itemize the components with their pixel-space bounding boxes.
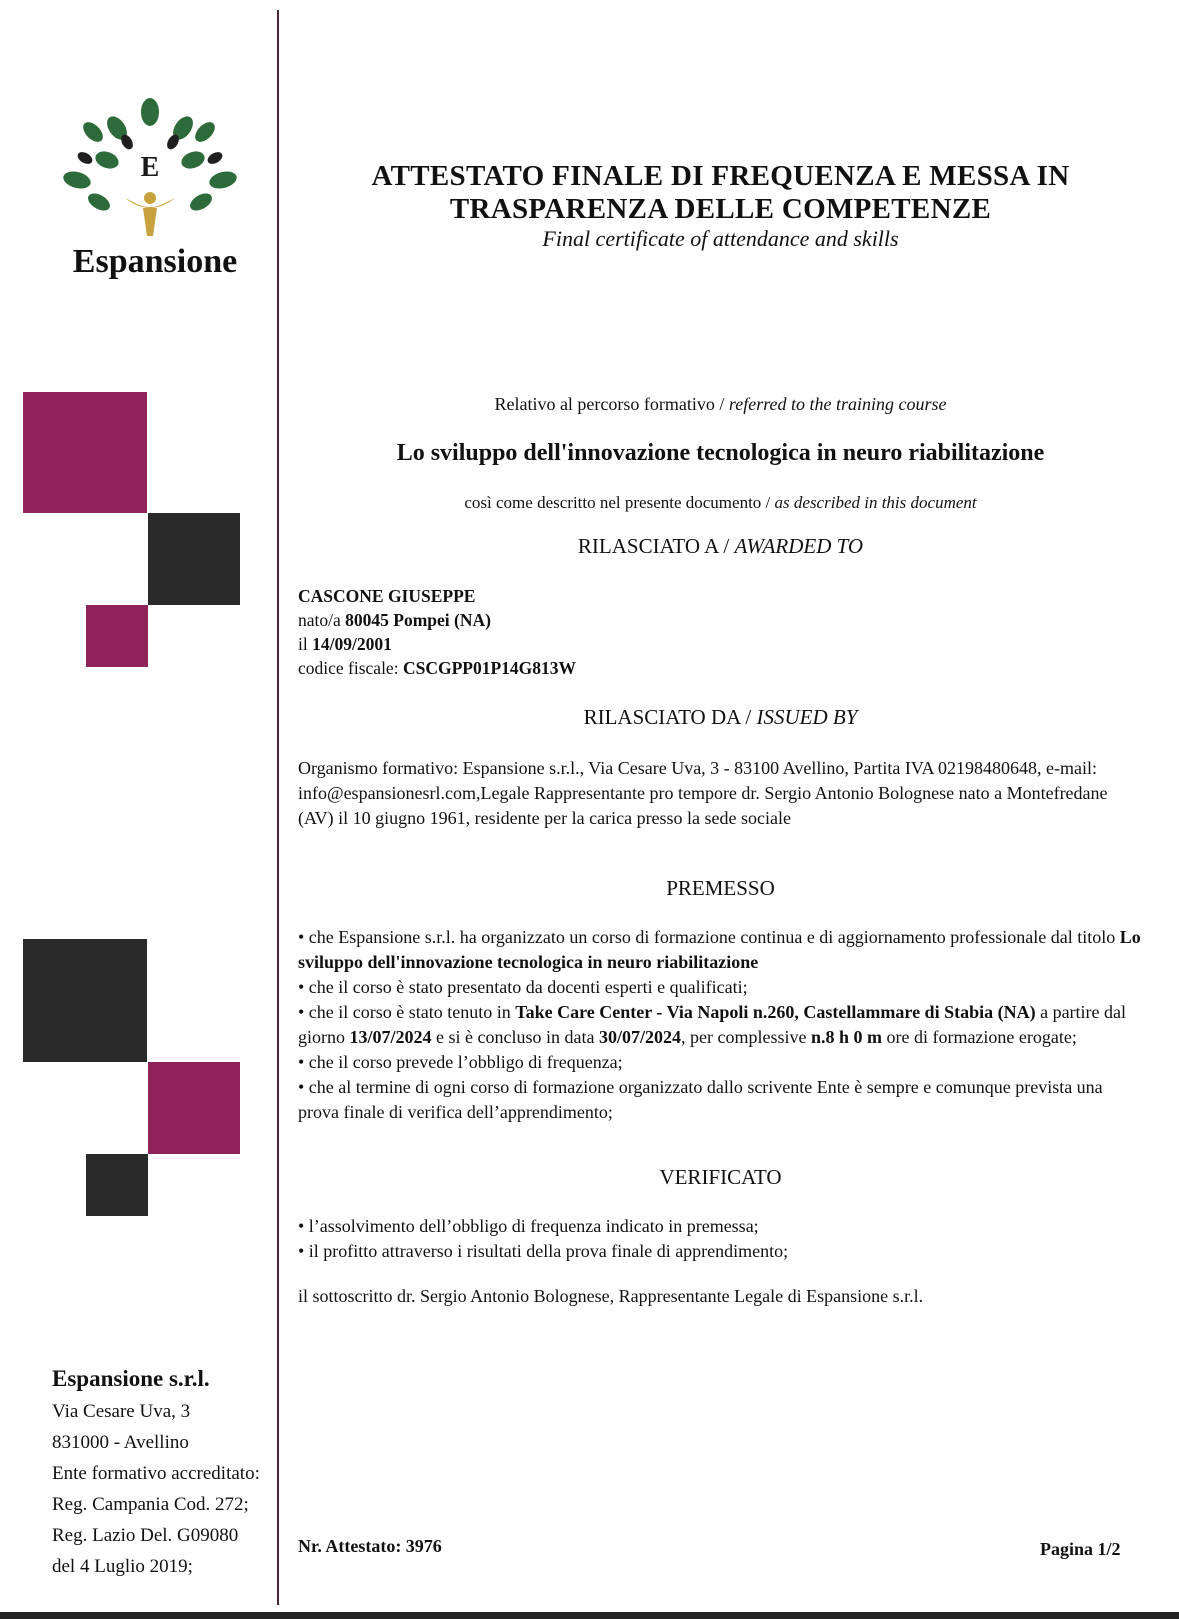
- premesso-item-3-text-i: ore di formazione erogate;: [881, 1027, 1077, 1047]
- course-title: Lo sviluppo dell'innovazione tecnologica in neuro riabilitazione: [396, 440, 1045, 466]
- birth-date: 14/09/2001: [312, 634, 392, 654]
- desc-label: così come descritto nel presente documento /: [464, 493, 775, 512]
- course-desc: [298, 493, 1143, 513]
- page-number: Pagina 1/2: [1040, 1539, 1121, 1559]
- premesso-item-3-text-a: • che il corso è stato tenuto in: [298, 1002, 516, 1022]
- sidebar-company-info: [52, 1362, 277, 1582]
- certificate-number: Nr. Attestato: 3976: [298, 1536, 442, 1556]
- premesso-item-3-text-g: , per complessive: [680, 1027, 811, 1047]
- vertical-divider: [277, 10, 279, 1605]
- premesso-item-2: • che il corso è stato presentato da docenti esperti e qualificati;: [298, 977, 748, 997]
- page-subtitle: Final certificate of attendance and skills: [542, 226, 899, 251]
- desc-label-en: as described in this document: [774, 493, 977, 512]
- recipient-birthdate: [298, 632, 576, 656]
- ref-label: Relativo al percorso formativo /: [494, 394, 729, 414]
- reg-date: del 4 Luglio 2019;: [52, 1556, 193, 1577]
- decor-square-dark-large: [23, 939, 147, 1062]
- premesso-item-1-course: Lo sviluppo dell'innovazione tecnologica in neuro riabilitazione: [298, 927, 1141, 972]
- awarded-heading: RILASCIATO A /: [577, 534, 735, 558]
- premesso-list: [298, 925, 1143, 1125]
- signatory-text: il sottoscritto dr. Sergio Antonio Bolognese, Rappresentante Legale di Espansione s.r.l.: [298, 1286, 924, 1306]
- issued-heading: RILASCIATO DA /: [583, 705, 757, 729]
- company-name: Espansione s.r.l.: [52, 1366, 210, 1391]
- heading-issued: [298, 705, 1143, 730]
- premesso-item-3-end: 30/07/2024: [598, 1027, 681, 1047]
- premesso-item-5: • che al termine di ogni corso di formazione organizzato dallo scrivente Ente è sempre e comunque prevista una prova finale di verifica dell’apprendimento;: [298, 1077, 1103, 1122]
- logo-letter: E: [140, 152, 160, 183]
- premesso-item-3-text-e: e si è concluso in data: [431, 1027, 599, 1047]
- accreditation-label: Ente formativo accreditato:: [52, 1463, 260, 1484]
- premesso-item-1-text: • che Espansione s.r.l. ha organizzato un corso di formazione continua e di aggiornamento professionale dal titolo: [298, 927, 1120, 947]
- verificato-item-1: • l’assolvimento dell’obbligo di frequenza indicato in premessa;: [298, 1216, 759, 1236]
- recipient-name: CASCONE GIUSEPPE: [298, 586, 476, 606]
- bottom-edge: [0, 1612, 1179, 1619]
- decor-square-magenta-2: [148, 1062, 240, 1154]
- premesso-item-3: [298, 1000, 1143, 1050]
- premesso-item-4: • che il corso prevede l’obbligo di frequenza;: [298, 1052, 623, 1072]
- reg-campania: Reg. Campania Cod. 272;: [52, 1494, 249, 1515]
- heading-verificato: VERIFICATO: [659, 1165, 782, 1189]
- company-logo: [55, 98, 255, 288]
- verificato-list: [298, 1214, 1143, 1264]
- heading-premesso: PREMESSO: [666, 876, 775, 900]
- decor-square-magenta-large: [23, 392, 147, 513]
- heading-awarded: [298, 534, 1143, 559]
- company-address: Via Cesare Uva, 3: [52, 1401, 191, 1422]
- premesso-item-3-text-c: a partire dal giorno: [298, 1002, 1127, 1047]
- recipient-cf: [298, 656, 576, 680]
- premesso-item-3-start: 13/07/2024: [349, 1027, 432, 1047]
- awarded-heading-en: AWARDED TO: [734, 534, 864, 558]
- decor-square-dark-1: [148, 513, 240, 605]
- ref-label-en: referred to the training course: [728, 394, 947, 414]
- premesso-item-1: [298, 925, 1143, 975]
- issuer-text: Organismo formativo: Espansione s.r.l., Via Cesare Uva, 3 - 83100 Avellino, Partita IVA 02198480648, e-mail: info@espansionesrl.com,Legale Rappresentante pro tempore dr. Sergio Antonio Bolognese nato a Montefredane (AV) il 10 giugno 1961, residente per la carica presso la sede sociale: [298, 758, 1108, 828]
- tree-logo-icon: [55, 98, 255, 248]
- recipient-birthplace: [298, 608, 576, 632]
- logo-text: Espansione: [72, 243, 238, 280]
- born-place: 80045 Pompei (NA): [345, 610, 491, 630]
- reg-lazio: Reg. Lazio Del. G09080: [52, 1525, 239, 1546]
- cf-label: codice fiscale:: [298, 658, 403, 678]
- born-label: nato/a: [298, 610, 346, 630]
- page-title: [298, 160, 1143, 226]
- title-line2: TRASPARENZA DELLE COMPETENZE: [449, 193, 992, 225]
- title-line1: ATTESTATO FINALE DI FREQUENZA E MESSA IN: [371, 160, 1070, 192]
- verificato-item-2: • il profitto attraverso i risultati della prova finale di apprendimento;: [298, 1241, 789, 1261]
- cf-value: CSCGPP01P14G813W: [402, 658, 577, 678]
- recipient-block: [298, 584, 576, 680]
- date-label: il: [298, 634, 313, 654]
- decor-square-dark-small: [86, 1154, 148, 1216]
- course-ref: [298, 394, 1143, 415]
- premesso-item-3-hours: n.8 h 0 m: [810, 1027, 882, 1047]
- decor-square-magenta-small: [86, 605, 148, 667]
- issued-heading-en: ISSUED BY: [756, 705, 858, 729]
- premesso-item-3-location: Take Care Center - Via Napoli n.260, Castellammare di Stabia (NA): [515, 1002, 1036, 1022]
- company-city: 831000 - Avellino: [52, 1432, 189, 1453]
